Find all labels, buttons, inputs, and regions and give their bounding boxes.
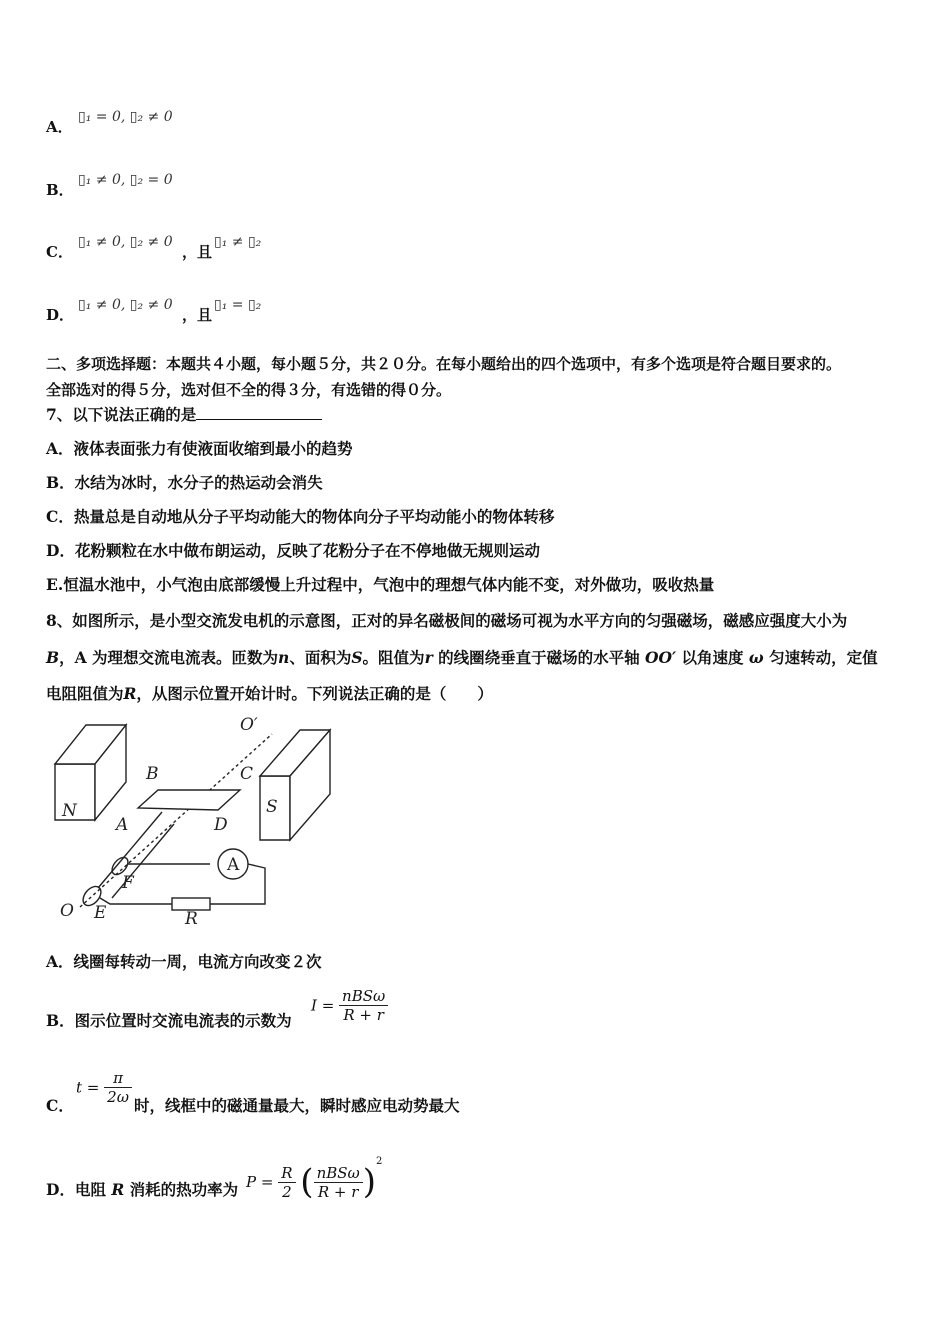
label-b: B	[146, 764, 159, 784]
section2-line1: 二、多项选择题：本题共４小题，每小题５分，共２０分。在每小题给出的四个选项中，有多个选项是符合题目要求的。	[46, 355, 842, 373]
label-o-prime: O′	[240, 715, 258, 735]
label-o: O	[60, 901, 74, 921]
q8-line3: 电阻阻值为R，从图示位置开始计时。下列说法正确的是（ ）	[46, 684, 493, 703]
q6-option-c: C．	[46, 243, 73, 261]
q7-option-b: B．水结为冰时，水分子的热运动会消失	[46, 473, 323, 492]
q8-option-b-formula: I = $\frac{\text{nBSω}}{R + r}$	[311, 987, 388, 1024]
q6-option-d: D．	[46, 306, 75, 324]
q8-option-d-formula: P = $\frac{R}{2}$ ( $\frac{\text{nBSω}}{R + r}$ )$^2$	[246, 1156, 383, 1202]
q6-option-c-formula2: ▯₁ ≠ ▯₂	[214, 234, 262, 250]
q7-option-a: A．液体表面张力有使液面收缩到最小的趋势	[46, 439, 353, 458]
label-f: F	[122, 873, 134, 893]
q7-option-c: C．热量总是自动地从分子平均动能大的物体向分子平均动能小的物体转移	[46, 507, 555, 526]
q7-option-e: E.恒温水池中，小气泡由底部缓慢上升过程中，气泡中的理想气体内能不变，对外做功，吸收热量	[46, 575, 715, 594]
q8-line2: B，A 为理想交流电流表。匝数为n、面积为S。阻值为r 的线圈绕垂直于磁场的水平轴 OO′ 以角速度 ω 匀速转动，定值	[46, 648, 878, 667]
q6-option-c-tail: ，且	[182, 243, 213, 261]
section2-line2: 全部选对的得５分，选对但不全的得３分，有选错的得０分。	[46, 381, 452, 399]
q6-option-b: B．	[46, 181, 74, 199]
q6-option-d-formula: ▯₁ ≠ 0, ▯₂ ≠ 0	[78, 297, 173, 313]
q6-option-b-formula: ▯₁ ≠ 0, ▯₂ = 0	[78, 172, 173, 188]
q6-option-a-formula: ▯₁ = 0, ▯₂ ≠ 0	[78, 109, 173, 125]
generator-diagram	[50, 712, 340, 932]
ammeter-label: A	[227, 855, 240, 875]
q7-stem: 7、以下说法正确的是	[46, 403, 322, 425]
q8-option-a: A．线圈每转动一周，电流方向改变２次	[46, 952, 322, 971]
q6-option-d-formula2: ▯₁ = ▯₂	[214, 297, 262, 313]
q8-option-c-formula: t = $\frac{\pi}{2\omega}$	[76, 1069, 132, 1106]
q8-option-c-text: 时，线框中的磁通量最大，瞬时感应电动势最大	[134, 1096, 460, 1115]
label-a: A	[116, 815, 129, 835]
label-c: C	[240, 764, 254, 784]
answer-blank	[196, 405, 322, 420]
q6-option-a: A．	[46, 118, 73, 136]
label-e: E	[94, 903, 107, 923]
q8-option-d: D．电阻 R 消耗的热功率为	[46, 1180, 239, 1199]
label-s: S	[266, 797, 278, 817]
q6-option-d-tail: ，且	[182, 306, 213, 324]
q8-line1: 8、如图所示，是小型交流发电机的示意图，正对的异名磁极间的磁场可视为水平方向的匀强磁场，磁感应强度大小为	[46, 611, 848, 630]
label-n: N	[62, 801, 77, 821]
label-r: R	[185, 909, 198, 929]
q6-option-c-formula: ▯₁ ≠ 0, ▯₂ ≠ 0	[78, 234, 173, 250]
q8-option-c-label: C．	[46, 1096, 74, 1115]
coil-loop	[138, 790, 240, 810]
q7-option-d: D．花粉颗粒在水中做布朗运动，反映了花粉分子在不停地做无规则运动	[46, 541, 540, 560]
label-d: D	[214, 815, 228, 835]
q8-option-b: B．图示位置时交流电流表的示数为	[46, 1011, 292, 1030]
